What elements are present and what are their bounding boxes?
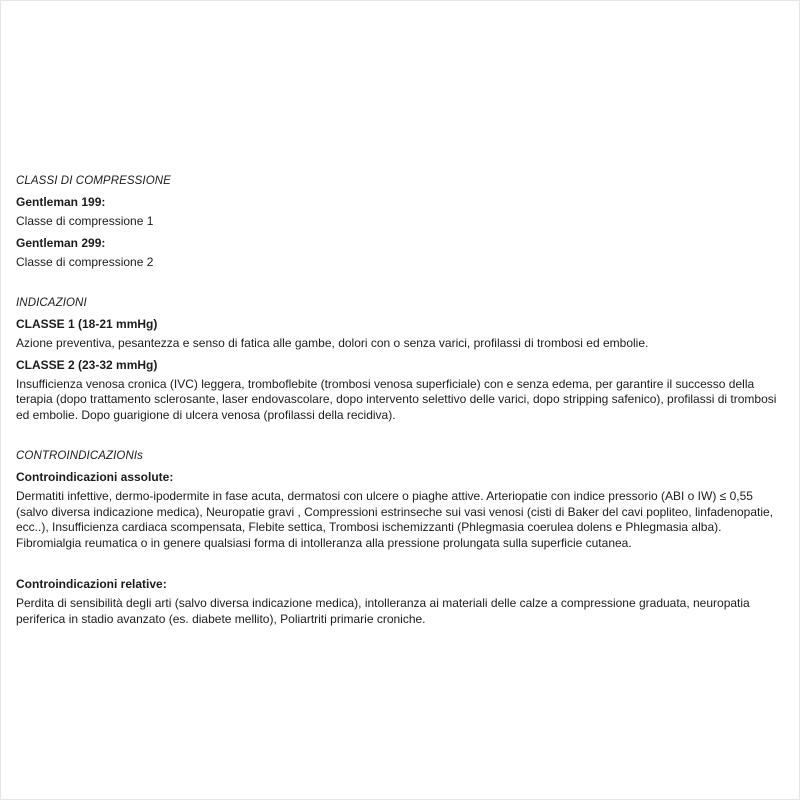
- section-heading: CLASSI DI COMPRESSIONE: [16, 175, 171, 187]
- paragraph: Classe di compressione 1: [16, 214, 154, 228]
- subsection-heading: Gentleman 299:: [16, 235, 106, 250]
- subsection-heading: Gentleman 199:: [16, 195, 106, 209]
- subsection-heading: Controindicazioni assolute:: [16, 470, 174, 484]
- paragraph: Classe di compressione 2: [16, 254, 154, 269]
- paragraph: Insufficienza venosa cronica (IVC) leggera, tromboflebite (trombosi venosa superficiale) con e senza edema, per garantire il successo della terapia (dopo trattamento sclerosante, laser endovascolare, dopo intervento selettivo delle varici, dopo stripping safenico), profilassi di trombosi ed embolie. Dopo guarigione di ulcera venosa (profilassi della recidiva).: [16, 376, 777, 422]
- document-body: [1, 1, 799, 627]
- section-heading: CONTROINDICAZIONIs: [16, 450, 144, 462]
- paragraph: Dermatiti infettive, dermo-ipodermite in fase acuta, dermatosi con ulcere o piaghe attive. Arteriopatie con indice pressorio (ABI o IW) ≤ 0,55 (salvo diversa indicazione medica), Neuropatie gravi , Compressioni estrinseche sui vasi venosi (cisti di Baker del cavi popliteo, linfadenopatie, ecc..), Insufficienza cardiaca scompensata, Flebite settica, Trombosi ischemizzanti (Phlegmasia coerulea dolens e Phlegmasia alba). Fibromialgia reumatica o in genere qualsiasi forma di intolleranza alla pressione prolungata sulla superficie cutanea.: [16, 489, 774, 550]
- subsection-heading: CLASSE 1 (18-21 mmHg): [16, 317, 158, 331]
- subsection-heading: Controindicazioni relative:: [16, 577, 167, 591]
- section-heading: INDICAZIONI: [16, 297, 87, 309]
- paragraph: Azione preventiva, pesantezza e senso di fatica alle gambe, dolori con o senza varici, profilassi di trombosi ed embolie.: [16, 336, 649, 350]
- paragraph: Perdita di sensibilità degli arti (salvo diversa indicazione medica), intolleranza ai materiali delle calze a compressione graduata, neuropatia periferica in stadio avanzato (es. diabete mellito), Poliartriti primarie croniche.: [16, 596, 750, 626]
- subsection-heading: CLASSE 2 (23-32 mmHg): [16, 357, 158, 372]
